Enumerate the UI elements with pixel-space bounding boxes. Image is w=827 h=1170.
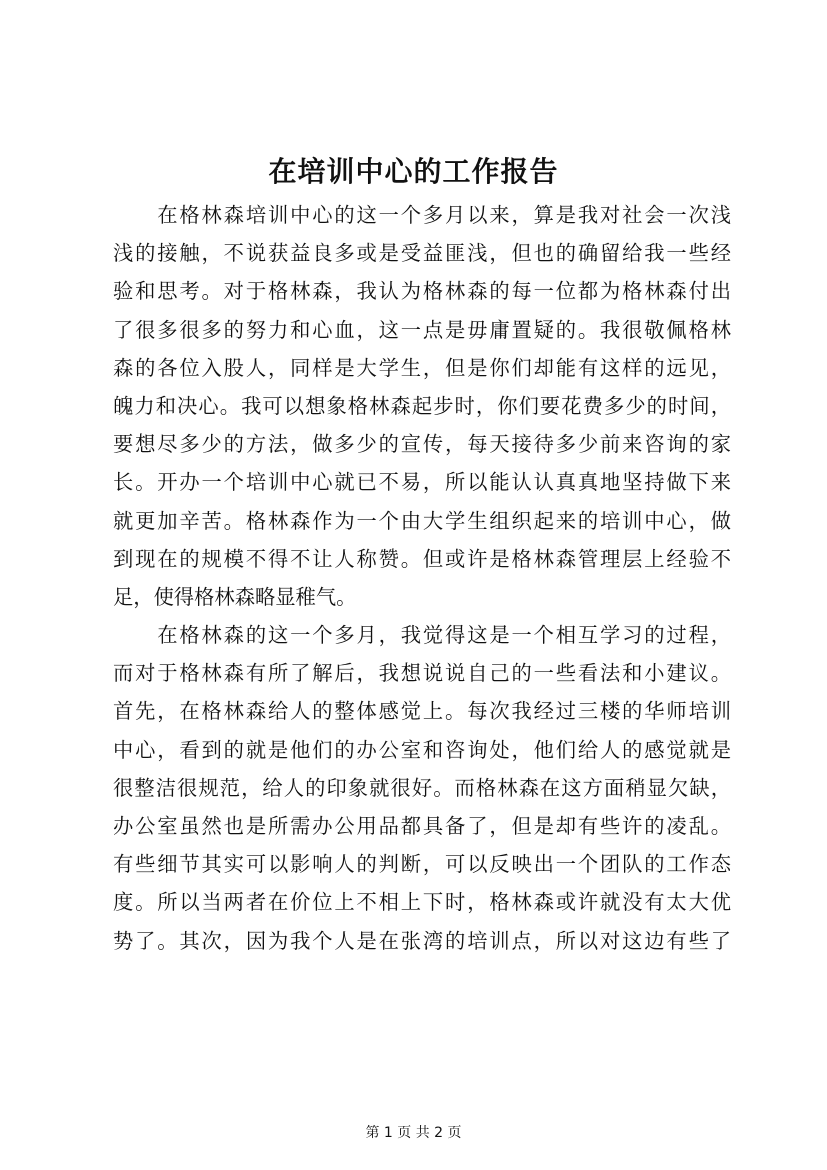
body-line: 验和思考。对于格林森，我认为格林森的每一位都为格林森付出	[113, 279, 731, 304]
body-line: 要想尽多少的方法，做多少的宣传，每天接待多少前来咨询的家	[113, 432, 731, 457]
body-line: 森的各位入股人，同样是大学生，但是你们却能有这样的远见，	[113, 355, 731, 380]
body-line: 有些细节其实可以影响人的判断，可以反映出一个团队的工作态	[113, 852, 731, 877]
body-line: 很整洁很规范，给人的印象就很好。而格林森在这方面稍显欠缺，	[113, 775, 731, 800]
body-line: 足，使得格林森略显稚气。	[113, 584, 357, 609]
body-line: 势了。其次，因为我个人是在张湾的培训点，所以对这边有些了	[113, 928, 731, 953]
document-title: 在培训中心的工作报告	[268, 155, 559, 188]
body-line: 在格林森培训中心的这一个多月以来，算是我对社会一次浅	[113, 203, 731, 227]
body-line: 魄力和决心。我可以想象格林森起步时，你们要花费多少的时间，	[113, 393, 731, 418]
body-line: 首先，在格林森给人的整体感觉上。每次我经过三楼的华师培训	[113, 699, 731, 724]
body-line: 办公室虽然也是所需办公用品都具备了，但是却有些许的凌乱。	[113, 814, 731, 838]
document-body	[113, 196, 731, 960]
body-line: 度。所以当两者在价位上不相上下时，格林森或许就没有太大优	[113, 890, 731, 915]
body-line: 长。开办一个培训中心就已不易，所以能认认真真地坚持做下来	[113, 470, 731, 495]
body-line: 了很多很多的努力和心血，这一点是毋庸置疑的。我很敬佩格林	[113, 317, 731, 342]
page-footer: 第 1 页 共 2 页	[365, 1125, 462, 1141]
body-line: 浅的接触，不说获益良多或是受益匪浅，但也的确留给我一些经	[113, 241, 731, 266]
body-line: 而对于格林森有所了解后，我想说说自己的一些看法和小建议。	[113, 661, 731, 686]
body-line: 就更加辛苦。格林森作为一个由大学生组织起来的培训中心，做	[113, 508, 731, 533]
body-line: 中心，看到的就是他们的办公室和咨询处，他们给人的感觉就是	[113, 737, 731, 762]
body-line: 到现在的规模不得不让人称赞。但或许是格林森管理层上经验不	[113, 546, 731, 571]
body-line: 在格林森的这一个多月，我觉得这是一个相互学习的过程，	[113, 623, 731, 648]
